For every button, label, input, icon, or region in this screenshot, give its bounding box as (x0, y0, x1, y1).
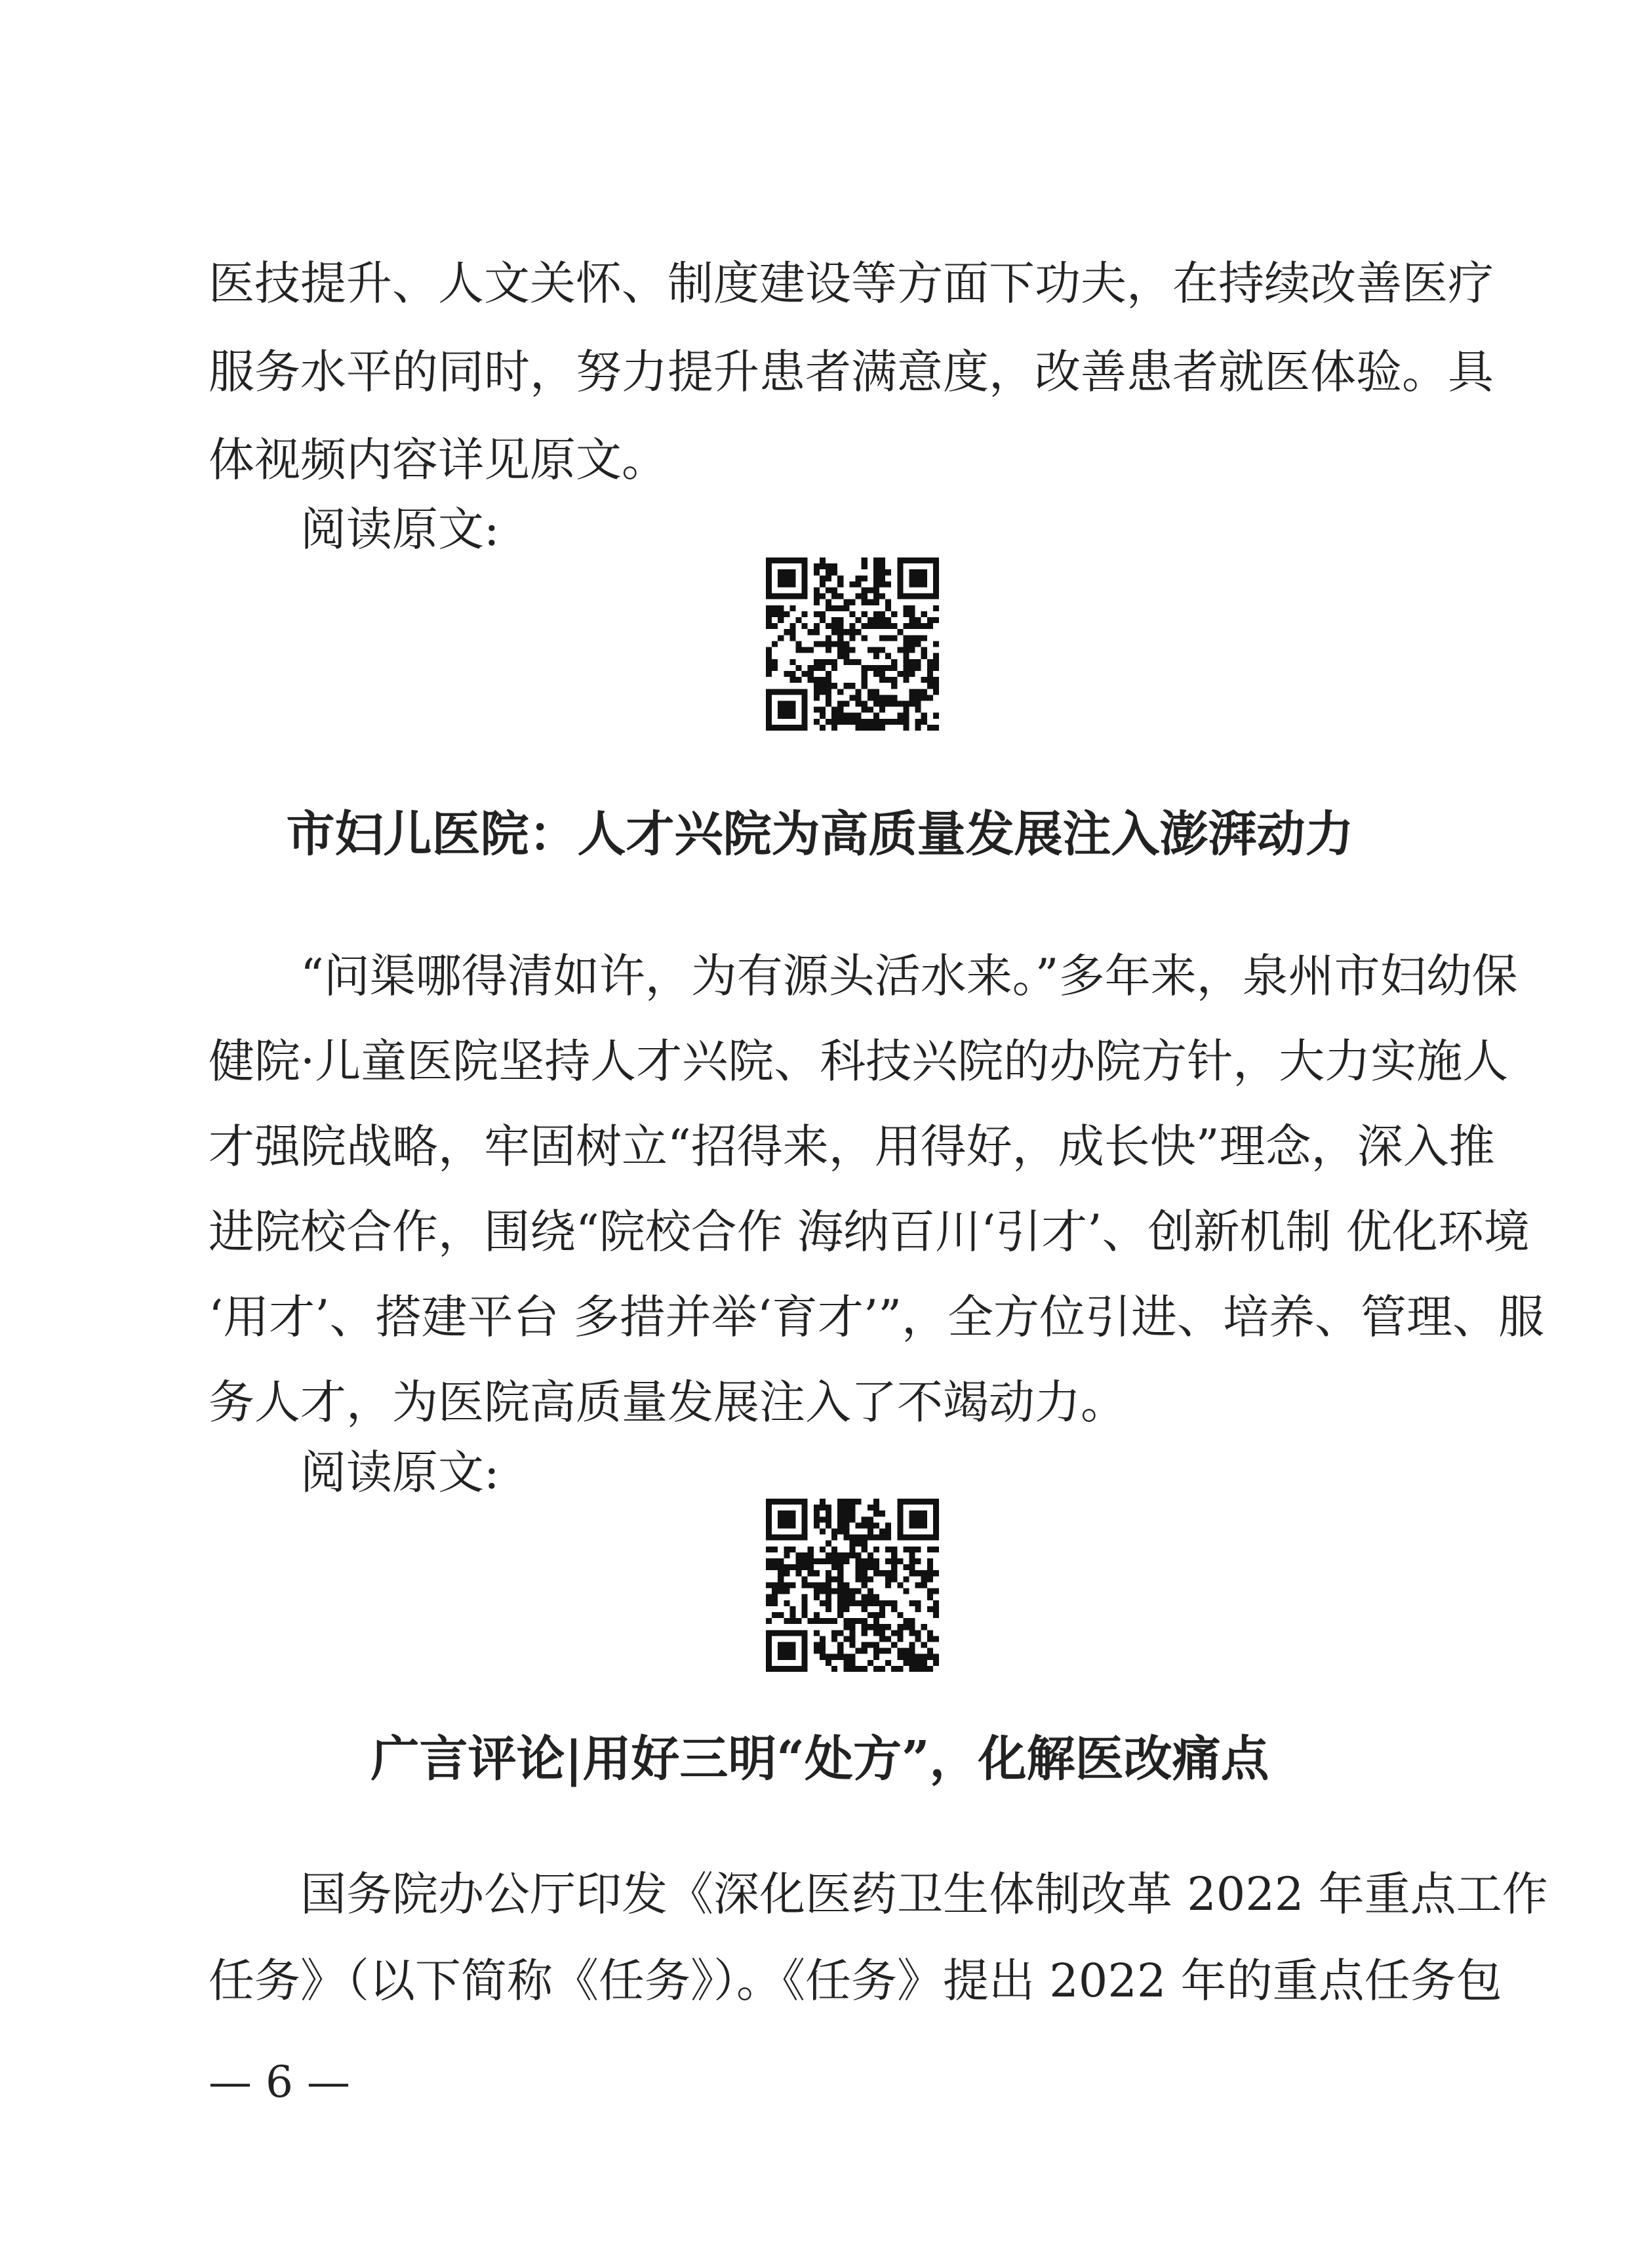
qr-code-icon[interactable] (766, 1499, 939, 1672)
paragraph-line: ‘用才’、搭建平台 多措并举‘育才’”，全方位引进、培养、管理、服 (209, 1290, 1545, 1344)
qr-code-icon[interactable] (766, 557, 939, 731)
read-original-label: 阅读原文: (300, 1446, 500, 1499)
paragraph-line: 务人才，为医院高质量发展注入了不竭动力。 (209, 1375, 1127, 1429)
read-original-label: 阅读原文: (300, 502, 500, 556)
paragraph-line: 健院·儿童医院坚持人才兴院、科技兴院的办院方针，大力实施人 (209, 1034, 1509, 1088)
article-heading: 市妇儿医院：人才兴院为高质量发展注入澎湃动力 (286, 806, 1354, 862)
paragraph-line: 国务院办公厅印发《深化医药卫生体制改革 2022 年重点工作 (300, 1867, 1548, 1921)
paragraph-line: 任务》（以下简称《任务》）。《任务》提出 2022 年的重点任务包 (209, 1954, 1502, 2008)
article-heading: 广言评论|用好三明“处方”，化解医改痛点 (370, 1731, 1269, 1787)
paragraph-line: “问渠哪得清如许，为有源头活水来。”多年来，泉州市妇幼保 (300, 949, 1518, 1003)
paragraph-line: 服务水平的同时，努力提升患者满意度，改善患者就医体验。具 (209, 345, 1494, 399)
paragraph-line: 进院校合作，围绕“院校合作 海纳百川‘引才’、创新机制 优化环境 (209, 1205, 1530, 1259)
paragraph-line: 医技提升、人文关怀、制度建设等方面下功夫，在持续改善医疗 (209, 256, 1494, 310)
page-number: — 6 — (209, 2057, 350, 2107)
paragraph-line: 才强院战略，牢固树立“招得来，用得好，成长快”理念，深入推 (209, 1120, 1495, 1173)
paragraph-line: 体视频内容详见原文。 (209, 433, 668, 487)
